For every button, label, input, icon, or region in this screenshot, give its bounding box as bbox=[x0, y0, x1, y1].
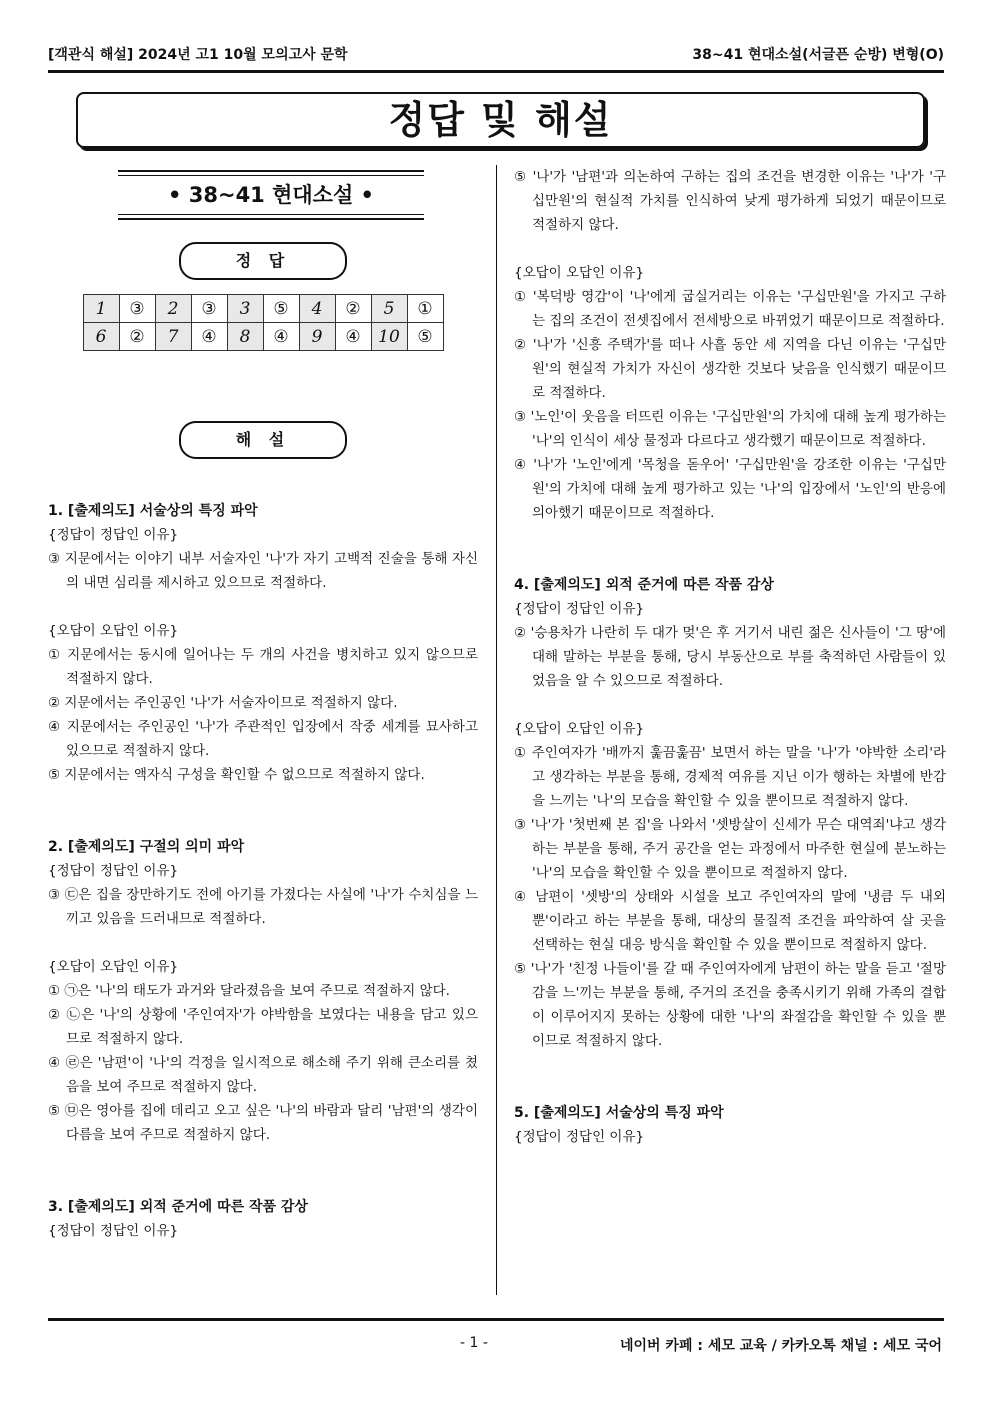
q3-correct: ⑤ '나'가 '남편'과 의논하여 구하는 집의 조건을 변경한 이유는 '나'가 '구십만원'의 현실적 가치를 인식하여 낮게 평가하게 되었기 때문이므로 적절하지 않다. bbox=[514, 169, 946, 233]
q2-wrong-item: ① ㉠은 '나'의 태도가 과거와 달라졌음을 보여 주므로 적절하지 않다. bbox=[48, 983, 450, 999]
column-divider bbox=[496, 165, 497, 1295]
q3-wrong-item: ④ '나'가 '노인'에게 '목청을 돋우어' '구십만원'을 강조한 이유는 '구십만원'의 가치에 대해 높게 평가하고 있는 '나'의 입장에서 '노인'의 반응에 의아했기 때문이므로 적절하다. bbox=[514, 457, 946, 521]
header-rule bbox=[48, 70, 944, 73]
answer-row bbox=[83, 323, 443, 351]
q3-wrong-item: ① '복덕방 영감'이 '나'에게 굽실거리는 이유는 '구십만원'을 가지고 구하는 집의 조건이 전셋집에서 전세방으로 바뀌었기 때문이므로 적절하다. bbox=[514, 289, 946, 329]
q2-correct: ③ ㉢은 집을 장만하기도 전에 아기를 가졌다는 사실에 '나'가 수치심을 느끼고 있음을 드러내므로 적절하다. bbox=[48, 887, 478, 927]
q4-wrong-heading: {오답이 오답인 이유} bbox=[514, 721, 645, 737]
footer-rule bbox=[48, 1318, 944, 1321]
answer-cell: ② bbox=[335, 295, 371, 323]
question-number: 9 bbox=[299, 323, 335, 351]
page-number: - 1 - bbox=[460, 1335, 488, 1351]
q2-wrong-item: ④ ㉣은 '남편'이 '나'의 걱정을 일시적으로 해소해 주기 위해 큰소리를 쳤음을 보여 주므로 적절하지 않다. bbox=[48, 1055, 478, 1095]
header-right: 38~41 현대소설(서글픈 순방) 변형(O) bbox=[692, 47, 944, 63]
answer-cell: ③ bbox=[191, 295, 227, 323]
q2-title: 2. [출제의도] 구절의 의미 파악 bbox=[48, 839, 245, 855]
q2-wrong-item: ⑤ ㉤은 영아를 집에 데리고 오고 싶은 '나'의 바람과 달리 '남편'의 생각이 다름을 보여 주므로 적절하지 않다. bbox=[48, 1103, 478, 1143]
answer-cell: ⑤ bbox=[263, 295, 299, 323]
answer-cell: ③ bbox=[119, 295, 155, 323]
right-column bbox=[514, 165, 946, 1149]
answer-cell: ④ bbox=[335, 323, 371, 351]
q1-wrong-item: ② 지문에서는 주인공인 '나'가 서술자이므로 적절하지 않다. bbox=[48, 695, 398, 711]
question-number: 5 bbox=[371, 295, 407, 323]
answer-row bbox=[83, 295, 443, 323]
q4-correct: ② '승용차가 나란히 두 대가 멎'은 후 거기서 내린 젊은 신사들이 '그 땅'에 대해 말하는 부분을 통해, 당시 부동산으로 부를 축적하던 사람들이 있었음을 알 수 있으므로 적절하다. bbox=[514, 625, 946, 689]
answer-label: 정 답 bbox=[179, 242, 347, 280]
q1-correct-heading: {정답이 정답인 이유} bbox=[48, 527, 179, 543]
q3-wrong-heading: {오답이 오답인 이유} bbox=[514, 265, 645, 281]
q4-title: 4. [출제의도] 외적 준거에 따른 작품 감상 bbox=[514, 577, 774, 593]
page-header bbox=[48, 44, 944, 66]
q5-correct-heading: {정답이 정답인 이유} bbox=[514, 1129, 645, 1145]
q2-correct-heading: {정답이 정답인 이유} bbox=[48, 863, 179, 879]
question-number: 4 bbox=[299, 295, 335, 323]
answer-cell: ④ bbox=[263, 323, 299, 351]
answer-cell: ② bbox=[119, 323, 155, 351]
answer-cell: ④ bbox=[191, 323, 227, 351]
header-left: [객관식 해설] 2024년 고1 10월 모의고사 문학 bbox=[48, 47, 348, 63]
footer-credit: 네이버 카페 : 세모 교육 / 카카오톡 채널 : 세모 국어 bbox=[619, 1338, 942, 1354]
question-number: 6 bbox=[83, 323, 119, 351]
explain-label: 해 설 bbox=[179, 421, 347, 459]
section-heading bbox=[118, 170, 424, 220]
q3-wrong-item: ③ '노인'이 웃음을 터뜨린 이유는 '구십만원'의 가치에 대해 높게 평가하는 '나'의 인식이 세상 물정과 다르다고 생각했기 때문이므로 적절하다. bbox=[514, 409, 946, 449]
q1-correct: ③ 지문에서는 이야기 내부 서술자인 '나'가 자기 고백적 진술을 통해 자신의 내면 심리를 제시하고 있으므로 적절하다. bbox=[48, 551, 478, 591]
q1-wrong-item: ⑤ 지문에서는 액자식 구성을 확인할 수 없으므로 적절하지 않다. bbox=[48, 767, 425, 783]
question-number: 3 bbox=[227, 295, 263, 323]
q4-wrong-item: ④ 남편이 '셋방'의 상태와 시설을 보고 주인여자의 말에 '냉큼 두 내외뿐'이라고 하는 부분을 통해, 대상의 물질적 조건을 파악하여 살 곳을 선택하는 현실 대응 방식을 확인할 수 있을 뿐이므로 적절하지 않다. bbox=[514, 889, 946, 953]
question-number: 2 bbox=[155, 295, 191, 323]
q1-title: 1. [출제의도] 서술상의 특징 파악 bbox=[48, 503, 258, 519]
q1-wrong-heading: {오답이 오답인 이유} bbox=[48, 623, 179, 639]
q5-title: 5. [출제의도] 서술상의 특징 파악 bbox=[514, 1105, 724, 1121]
answer-cell: ① bbox=[407, 295, 443, 323]
q1-wrong-item: ④ 지문에서는 주인공인 '나'가 주관적인 입장에서 작중 세계를 묘사하고 있으므로 적절하지 않다. bbox=[48, 719, 478, 759]
q4-wrong-item: ⑤ '나'가 '친정 나들이'를 갈 때 주인여자에게 남편이 하는 말을 듣고 '절망감을 느'끼는 부분을 통해, 주거의 조건을 충족시키기 위해 가족의 결합이 이루어지지 못하는 상황에 대한 '나'의 좌절감을 확인할 수 있을 뿐이므로 적절하지 않다. bbox=[514, 961, 946, 1049]
question-number: 7 bbox=[155, 323, 191, 351]
page-title: 정답 및 해설 bbox=[388, 98, 613, 142]
q2-wrong-item: ② ㉡은 '나'의 상황에 '주인여자'가 야박함을 보였다는 내용을 담고 있으므로 적절하지 않다. bbox=[48, 1007, 478, 1047]
question-number: 10 bbox=[371, 323, 407, 351]
answer-cell: ⑤ bbox=[407, 323, 443, 351]
q4-correct-heading: {정답이 정답인 이유} bbox=[514, 601, 645, 617]
title-box bbox=[76, 92, 925, 148]
q3-wrong-item: ② '나'가 '신흥 주택가'를 떠나 사흘 동안 세 지역을 다닌 이유는 '구십만원'의 현실적 가치가 자신이 생각한 것보다 낮음을 인식했기 때문이므로 적절하다. bbox=[514, 337, 946, 401]
q2-wrong-heading: {오답이 오답인 이유} bbox=[48, 959, 179, 975]
q3-title: 3. [출제의도] 외적 준거에 따른 작품 감상 bbox=[48, 1199, 308, 1215]
q1-wrong-item: ① 지문에서는 동시에 일어나는 두 개의 사건을 병치하고 있지 않으므로 적절하지 않다. bbox=[48, 647, 478, 687]
question-number: 1 bbox=[83, 295, 119, 323]
q4-wrong-item: ① 주인여자가 '배까지 훑끔훑끔' 보면서 하는 말을 '나'가 '야박한 소리'라고 생각하는 부분을 통해, 경제적 여유를 지닌 이가 행하는 차별에 반감을 느끼는 '나'의 모습을 확인할 수 있을 뿐이므로 적절하지 않다. bbox=[514, 745, 946, 809]
section-title: • 38~41 현대소설 • bbox=[168, 183, 374, 207]
left-column bbox=[48, 165, 478, 1243]
question-number: 8 bbox=[227, 323, 263, 351]
q3-correct-heading: {정답이 정답인 이유} bbox=[48, 1223, 179, 1239]
q4-wrong-item: ③ '나'가 '첫번째 본 집'을 나와서 '셋방살이 신세가 무슨 대역죄'냐고 생각하는 부분을 통해, 주거 공간을 얻는 과정에서 마주한 현실에 분노하는 '나'의 모습을 확인할 수 있을 뿐이므로 적절하지 않다. bbox=[514, 817, 946, 881]
answer-table bbox=[83, 294, 444, 351]
